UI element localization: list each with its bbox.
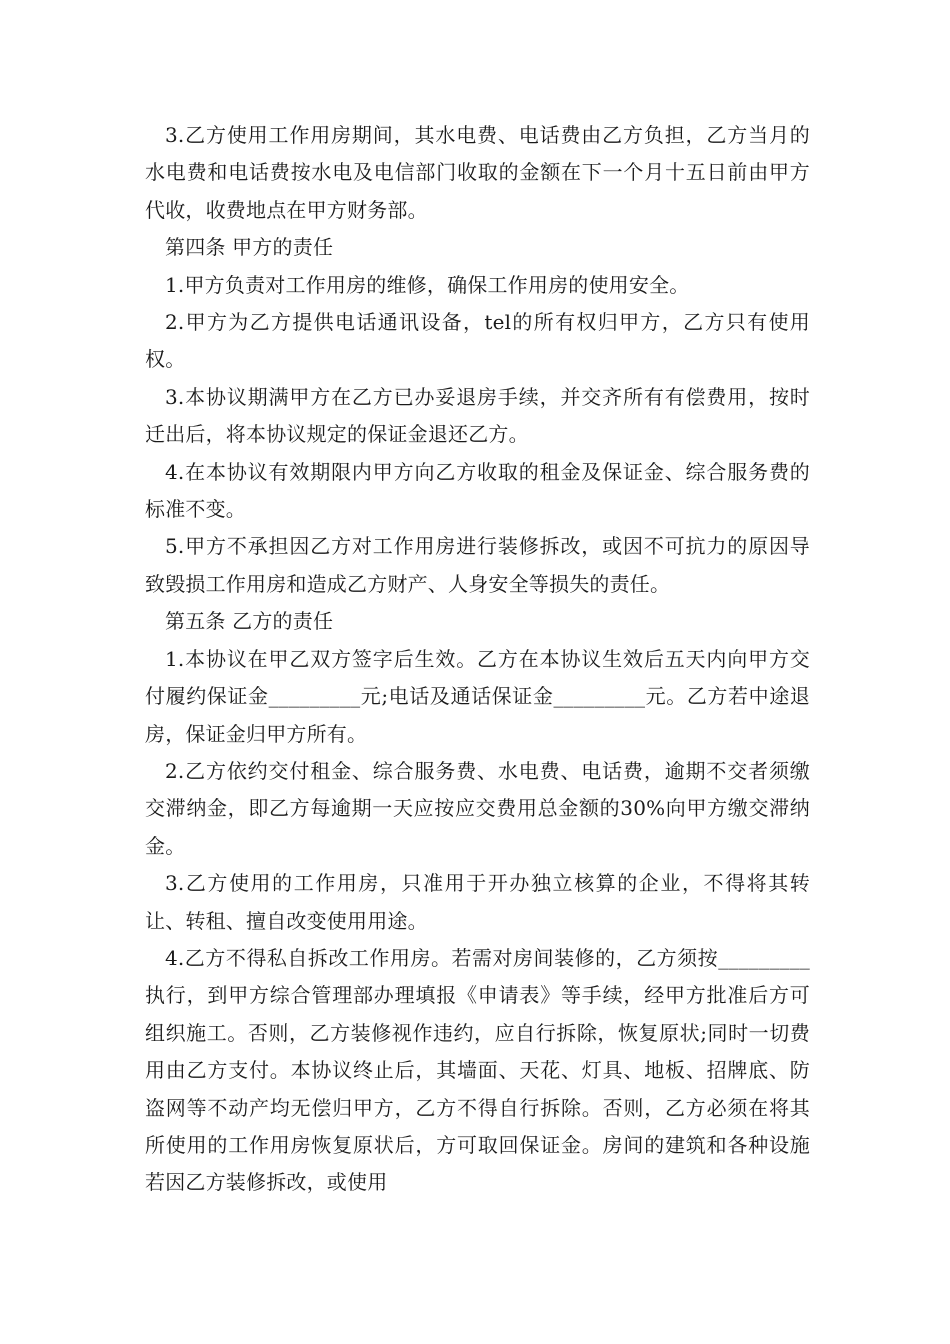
article-4-item-3: 3.本协议期满甲方在乙方已办妥退房手续，并交齐所有有偿费用，按时迁出后，将本协议规定的保证金退还乙方。 xyxy=(145,384,810,447)
article-4-heading: 第四条 甲方的责任 xyxy=(165,235,334,260)
article-4-item-4: 4.在本协议有效期限内甲方向乙方收取的租金及保证金、综合服务费的标准不变。 xyxy=(145,459,810,522)
article-5-item-1: 1.本协议在甲乙双方签字后生效。乙方在本协议生效后五天内向甲方交付履约保证金_________元;电话及通话保证金_________元。乙方若中途退房，保证金归甲方所有。 xyxy=(145,646,810,746)
article-4-item-2: 2.甲方为乙方提供电话通讯设备，tel的所有权归甲方，乙方只有使用权。 xyxy=(145,310,810,372)
document-body xyxy=(145,117,810,1202)
article-4-item-5: 5.甲方不承担因乙方对工作用房进行装修拆改，或因不可抗力的原因导致毁损工作用房和造成乙方财产、人身安全等损失的责任。 xyxy=(145,534,810,596)
article-5-heading: 第五条 乙方的责任 xyxy=(165,609,334,634)
article-5-item-2: 2.乙方依约交付租金、综合服务费、水电费、电话费，逾期不交者须缴交滞纳金，即乙方每逾期一天应按应交费用总金额的30%向甲方缴交滞纳金。 xyxy=(145,758,810,858)
clause-3-utilities: 3.乙方使用工作用房期间，其水电费、电话费由乙方负担，乙方当月的水电费和电话费按水电及电信部门收取的金额在下一个月十五日前由甲方代收，收费地点在甲方财务部。 xyxy=(145,123,810,222)
article-5-item-4: 4.乙方不得私自拆改工作用房。若需对房间装修的，乙方须按_________执行，到甲方综合管理部办理填报《申请表》等手续，经甲方批准后方可组织施工。否则，乙方装修视作违约，应自行拆除，恢复原状;同时一切费用由乙方支付。本协议终止后，其墙面、天花、灯具、地板、招牌底、防盗网等不动产均无偿归甲方，乙方不得自行拆除。否则，乙方必须在将其所使用的工作用房恢复原状后，方可取回保证金。房间的建筑和各种设施若因乙方装修拆改，或使用 xyxy=(145,945,810,1195)
article-5-item-3: 3.乙方使用的工作用房，只准用于开办独立核算的企业，不得将其转让、转租、擅自改变使用用途。 xyxy=(145,871,810,933)
article-4-item-1: 1.甲方负责对工作用房的维修，确保工作用房的使用安全。 xyxy=(165,272,690,297)
